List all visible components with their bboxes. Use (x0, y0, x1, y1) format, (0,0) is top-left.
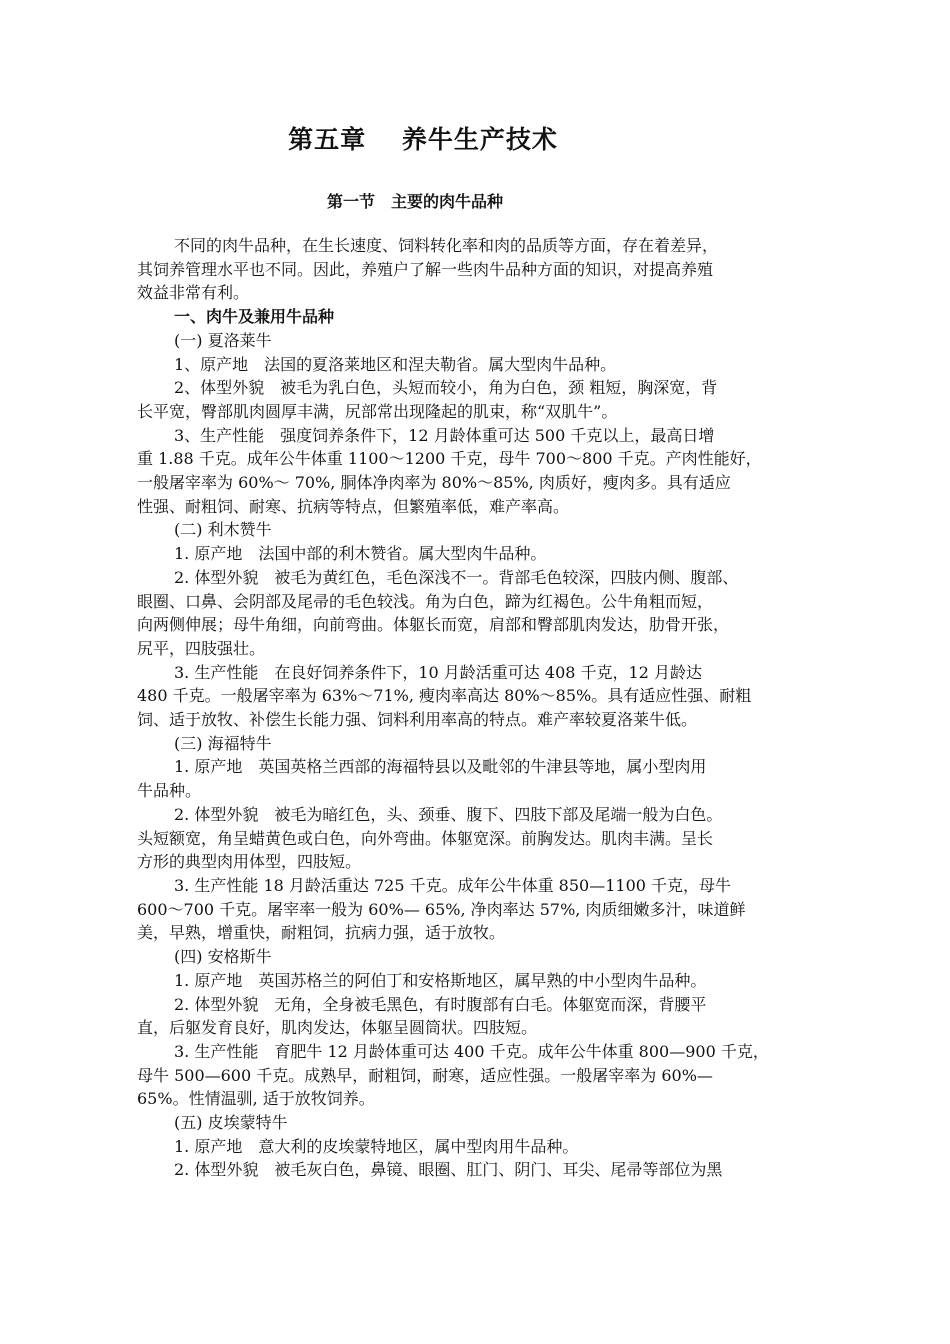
paragraph-line: 65%。性情温驯, 适于放牧饲养。 (137, 1089, 375, 1109)
paragraph-line: 尻平，四肢强壮。 (137, 638, 266, 658)
paragraph-line: 480 千克。一般屠宰率为 63%～71%, 瘦肉率高达 80%～85%。具有适应性强、耐粗 (137, 686, 752, 706)
breed-heading: (一) 夏洛莱牛 (174, 330, 272, 350)
paragraph-line: 2、体型外貌 被毛为乳白色，头短而较小，角为白色，颈 粗短，胸深宽，背 (174, 378, 718, 398)
paragraph-line: 不同的肉牛品种，在生长速度、饲料转化率和肉的品质等方面，存在着差异， (174, 236, 719, 255)
paragraph-line: 1. 原产地 意大利的皮埃蒙特地区，属中型肉用牛品种。 (174, 1136, 579, 1156)
paragraph-line: 2. 体型外貌 被毛灰白色，鼻镜、眼圈、肛门、阴门、耳尖、尾帚等部位为黑 (174, 1160, 723, 1180)
paragraph-line: 眼圈、口鼻、会阴部及尾帚的毛色较浅。角为白色，蹄为红褐色。公牛角粗而短， (137, 591, 714, 611)
heading-level-1: 一、肉牛及兼用牛品种 (174, 307, 335, 327)
paragraph-line: 3. 生产性能 18 月龄活重达 725 千克。成年公牛体重 850—1100 千克，母牛 (174, 875, 732, 895)
paragraph-line: 直，后躯发育良好，肌肉发达，体躯呈圆筒状。四肢短。 (137, 1018, 538, 1038)
paragraph-line: 一般屠宰率为 60%～ 70%, 胴体净肉率为 80%～85%, 肉质好，瘦肉多。具有适应 (137, 473, 731, 493)
paragraph-line: 长平宽，臀部肌肉圆厚丰满，尻部常出现隆起的肌束，称“双肌牛”。 (137, 401, 618, 421)
paragraph-line: 1. 原产地 英国英格兰西部的海福特县以及毗邻的牛津县等地，属小型肉用 (174, 757, 707, 777)
paragraph-line: 其饲养管理水平也不同。因此，养殖户了解一些肉牛品种方面的知识，对提高养殖 (137, 259, 714, 279)
paragraph-line: 重 1.88 千克。成年公牛体重 1100～1200 千克，母牛 700～800 千克。产肉性能好， (137, 449, 762, 469)
paragraph-line: 饲、适于放牧、补偿生长能力强、饲料利用率高的特点。难产率较夏洛莱牛低。 (137, 710, 698, 730)
section-title: 第一节 主要的肉牛品种 (326, 192, 503, 211)
paragraph-line: 美，早熟，增重快，耐粗饲，抗病力强，适于放牧。 (137, 923, 506, 943)
paragraph-line: 3. 生产性能 育肥牛 12 月龄体重可达 400 千克。成年公牛体重 800—900 千克， (174, 1041, 769, 1061)
breed-heading: (三) 海福特牛 (174, 733, 272, 753)
breed-heading: (二) 利木赞牛 (174, 520, 272, 540)
paragraph-line: 性强、耐粗饲、耐寒、抗病等特点，但繁殖率低，难产率高。 (137, 496, 570, 516)
paragraph-line: 3. 生产性能 在良好饲养条件下，10 月龄活重可达 408 千克，12 月龄达 (174, 662, 702, 682)
paragraph-line: 效益非常有利。 (137, 283, 250, 303)
paragraph-line: 头短额宽，角呈蜡黄色或白色，向外弯曲。体躯宽深。前胸发达。肌肉丰满。呈长 (137, 828, 714, 848)
paragraph-line: 向两侧伸展；母牛角细，向前弯曲。体躯长而宽，肩部和臀部肌肉发达，肋骨开张， (137, 615, 730, 635)
paragraph-line: 牛品种。 (137, 781, 202, 801)
paragraph-line: 3、生产性能 强度饲养条件下，12 月龄体重可达 500 千克以上，最高日增 (174, 425, 715, 445)
paragraph-line: 母牛 500—600 千克。成熟早，耐粗饲，耐寒，适应性强。一般屠宰率为 60%— (137, 1065, 713, 1085)
paragraph-line: 1. 原产地 英国苏格兰的阿伯丁和安格斯地区，属早熟的中小型肉牛品种。 (174, 970, 707, 990)
chapter-title: 第五章 养牛生产技术 (288, 125, 558, 154)
paragraph-line: 2. 体型外貌 被毛为暗红色，头、颈垂、腹下、四肢下部及尾端一般为白色。 (174, 804, 723, 824)
paragraph-line: 1、原产地 法国的夏洛莱地区和涅夫勒省。属大型肉牛品种。 (174, 354, 617, 374)
paragraph-line: 2. 体型外貌 被毛为黄红色，毛色深浅不一。背部毛色较深，四肢内侧、腹部、 (174, 567, 739, 587)
document-body (137, 234, 853, 1182)
paragraph-line: 方形的典型肉用体型，四肢短。 (137, 852, 362, 872)
breed-heading: (四) 安格斯牛 (174, 947, 272, 967)
breed-heading: (五) 皮埃蒙特牛 (174, 1113, 288, 1133)
paragraph-line: 2. 体型外貌 无角，全身被毛黑色，有时腹部有白毛。体躯宽而深，背腰平 (174, 994, 707, 1014)
paragraph-line: 600～700 千克。屠宰率一般为 60%— 65%, 净肉率达 57%, 肉质细嫩多汁，味道鲜 (137, 899, 746, 919)
paragraph-line: 1. 原产地 法国中部的利木赞省。属大型肉牛品种。 (174, 544, 547, 564)
